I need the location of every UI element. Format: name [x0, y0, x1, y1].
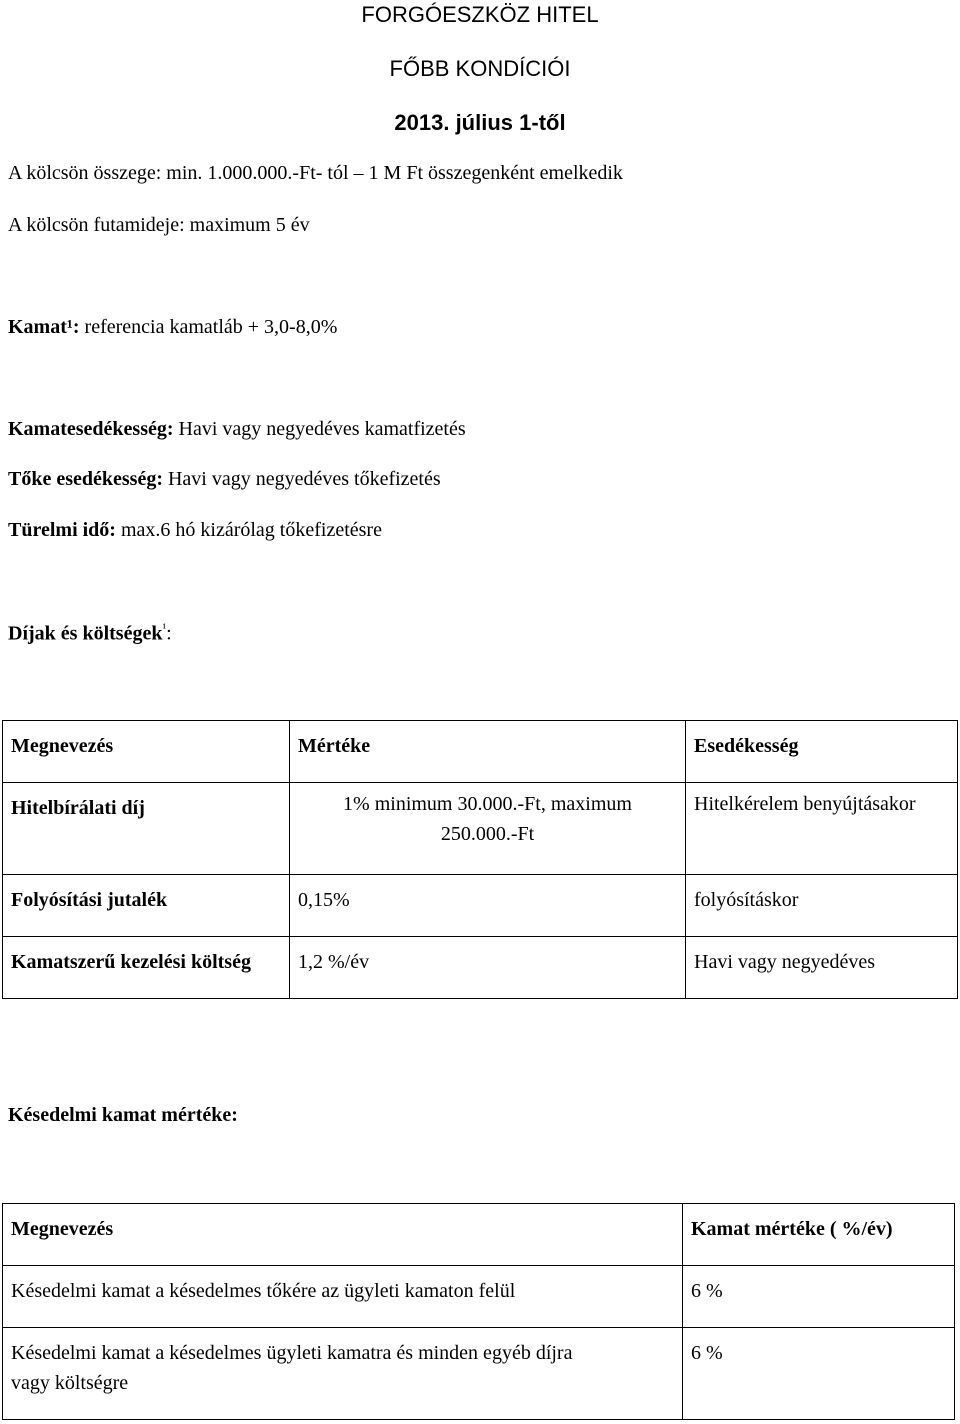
interest-label: Kamat¹:: [8, 316, 80, 338]
fees-header-rate: Mértéke: [290, 721, 686, 783]
fees-header-name: Megnevezés: [3, 721, 290, 783]
fee-rate: 1,2 %/év: [290, 937, 686, 999]
late-name-line1: Késedelmi kamat a késedelmes ügyleti kamatra és minden egyéb díjra: [11, 1342, 573, 1364]
late-table-header: [3, 1204, 955, 1266]
fee-name: Folyósítási jutalék: [3, 875, 290, 937]
interest-value: referencia kamatláb + 3,0-8,0%: [79, 316, 338, 338]
loan-amount: A kölcsön összege: min. 1.000.000.-Ft- tól – 1 M Ft összegenként emelkedik: [8, 162, 623, 184]
late-name: Késedelmi kamat a késedelmes tőkére az ügyleti kamaton felül: [3, 1266, 683, 1328]
principal-due-line: [8, 468, 441, 491]
loan-term: A kölcsön futamideje: maximum 5 év: [8, 214, 310, 236]
fees-footnote-mark: ¹: [162, 621, 167, 635]
fees-label: Díjak és költségek: [8, 622, 163, 645]
fee-rate: [290, 783, 686, 875]
grace-value: max.6 hó kizárólag tőkefizetésre: [115, 519, 382, 541]
interest-due-line: [8, 418, 466, 441]
fee-name: Kamatszerű kezelési költség: [3, 937, 290, 999]
fee-rate: 0,15%: [290, 875, 686, 937]
interest-due-label: Kamatesedékesség:: [8, 418, 174, 440]
fee-due: Hitelkérelem benyújtásakor: [686, 783, 958, 875]
late-header-rate: Kamat mértéke ( %/év): [683, 1204, 955, 1266]
late-rate: 6 %: [683, 1266, 955, 1328]
fee-rate-line1: 1% minimum 30.000.-Ft, maximum: [343, 793, 632, 815]
fee-due: folyósításkor: [686, 875, 958, 937]
fees-header-due: Esedékesség: [686, 721, 958, 783]
interest-due-value: Havi vagy negyedéves kamatfizetés: [173, 418, 466, 440]
fee-due: Havi vagy negyedéves: [686, 937, 958, 999]
table-row: [3, 1328, 955, 1420]
doc-date: 2013. július 1-től: [394, 110, 566, 135]
fees-table: [2, 720, 958, 999]
principal-due-label: Tőke esedékesség:: [8, 468, 163, 490]
late-rate: 6 %: [683, 1328, 955, 1420]
doc-title-line1: FORGÓESZKÖZ HITEL: [361, 2, 599, 27]
grace-line: [8, 519, 382, 542]
late-interest-table: [2, 1203, 955, 1420]
late-name-line2: vagy költségre: [11, 1372, 129, 1394]
table-row: [3, 875, 958, 937]
late-interest-heading: Késedelmi kamat mértéke:: [8, 1104, 238, 1126]
fee-name: Hitelbírálati díj: [3, 783, 290, 875]
late-header-name: Megnevezés: [3, 1204, 683, 1266]
table-row: [3, 937, 958, 999]
table-row: [3, 783, 958, 875]
fee-rate-line2: 250.000.-Ft: [440, 823, 535, 845]
fees-heading: [8, 621, 172, 646]
interest-line: [8, 316, 337, 339]
table-row: [3, 1266, 955, 1328]
doc-title-line2: FŐBB KONDÍCIÓI: [389, 56, 571, 81]
fees-colon: :: [166, 622, 172, 645]
late-name: [3, 1328, 683, 1420]
grace-label: Türelmi idő:: [8, 519, 116, 541]
principal-due-value: Havi vagy negyedéves tőkefizetés: [162, 468, 441, 490]
